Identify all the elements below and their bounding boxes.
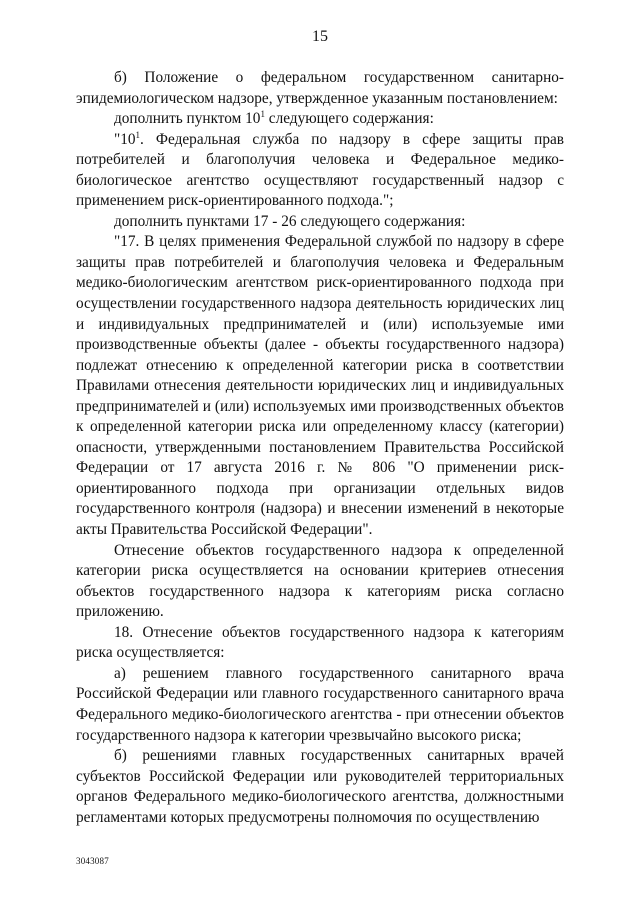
page-number: 15 <box>312 28 328 45</box>
paragraph-point-18-b: б) решениями главных государственных санитарных врачей субъектов Российской Федерации или руководителей территориальных органов Федерального медико-биологического агентства, должностными регламентами которых предусмотрены полномочия по осуществлению <box>76 747 564 826</box>
document-body <box>76 68 564 828</box>
paragraph-risk-category-basis: Отнесение объектов государственного надзора к определенной категории риска осуществляется на основании критериев отнесения объектов государственного надзора к категориям риска согласно приложению. <box>76 541 564 621</box>
paragraph-point-18: 18. Отнесение объектов государственного надзора к категориям риска осуществляется: <box>76 623 564 662</box>
paragraph-point-18-a: а) решением главного государственного санитарного врача Российской Федерации или главного государственного санитарного врача Федерального медико-биологического агентства - при отнесении объектов государственного надзора к категории чрезвычайно высокого риска; <box>76 664 564 744</box>
superscript-index: 1 <box>135 129 141 140</box>
paragraph-point-17: "17. В целях применения Федеральной службой по надзору в сфере защиты прав потребителей и благополучия человека и Федеральным медико-биологическим агентством риск-ориентированного подхода при осуществлении государственного надзора деятельность юридических лиц и индивидуальных предпринимателей и (или) используемые ими производственные объекты (далее - объекты государственного надзора) подлежат отнесению к определенной категории риска в соответствии Правилами отнесения деятельности юридических лиц и индивидуальных предпринимателей и (или) используемых ими производственных объектов к определенной категории риска или определенному классу (категории) опасности, утвержденными постановлением Правительства Российской Федерации от 17 августа 2016 г. № 806 "О применении риск-ориентированного подхода при организации отдельных видов государственного контроля (надзора) и внесении изменений в некоторые акты Правительства Российской Федерации". <box>76 233 564 539</box>
superscript-index: 1 <box>260 109 265 120</box>
paragraph-add-points-17-26: дополнить пунктами 17 - 26 следующего содержания: <box>114 212 466 230</box>
document-code: 3043087 <box>76 856 109 866</box>
paragraph-b-polozhenie: б) Положение о федеральном государственном санитарно-эпидемиологическом надзоре, утвержденное указанным постановлением: <box>76 69 564 107</box>
paragraph-point-10-1: "$10^1$. Федеральная служба по надзору в сфере защиты прав потребителей и благополучия человека и Федеральное медико-биологическое агентство осуществляют государственный надзор с применением риск-ориентированного подхода."; <box>76 129 564 210</box>
paragraph-add-point-10-1: дополнить пунктом $10^1$ следующего содержания: <box>114 109 434 128</box>
